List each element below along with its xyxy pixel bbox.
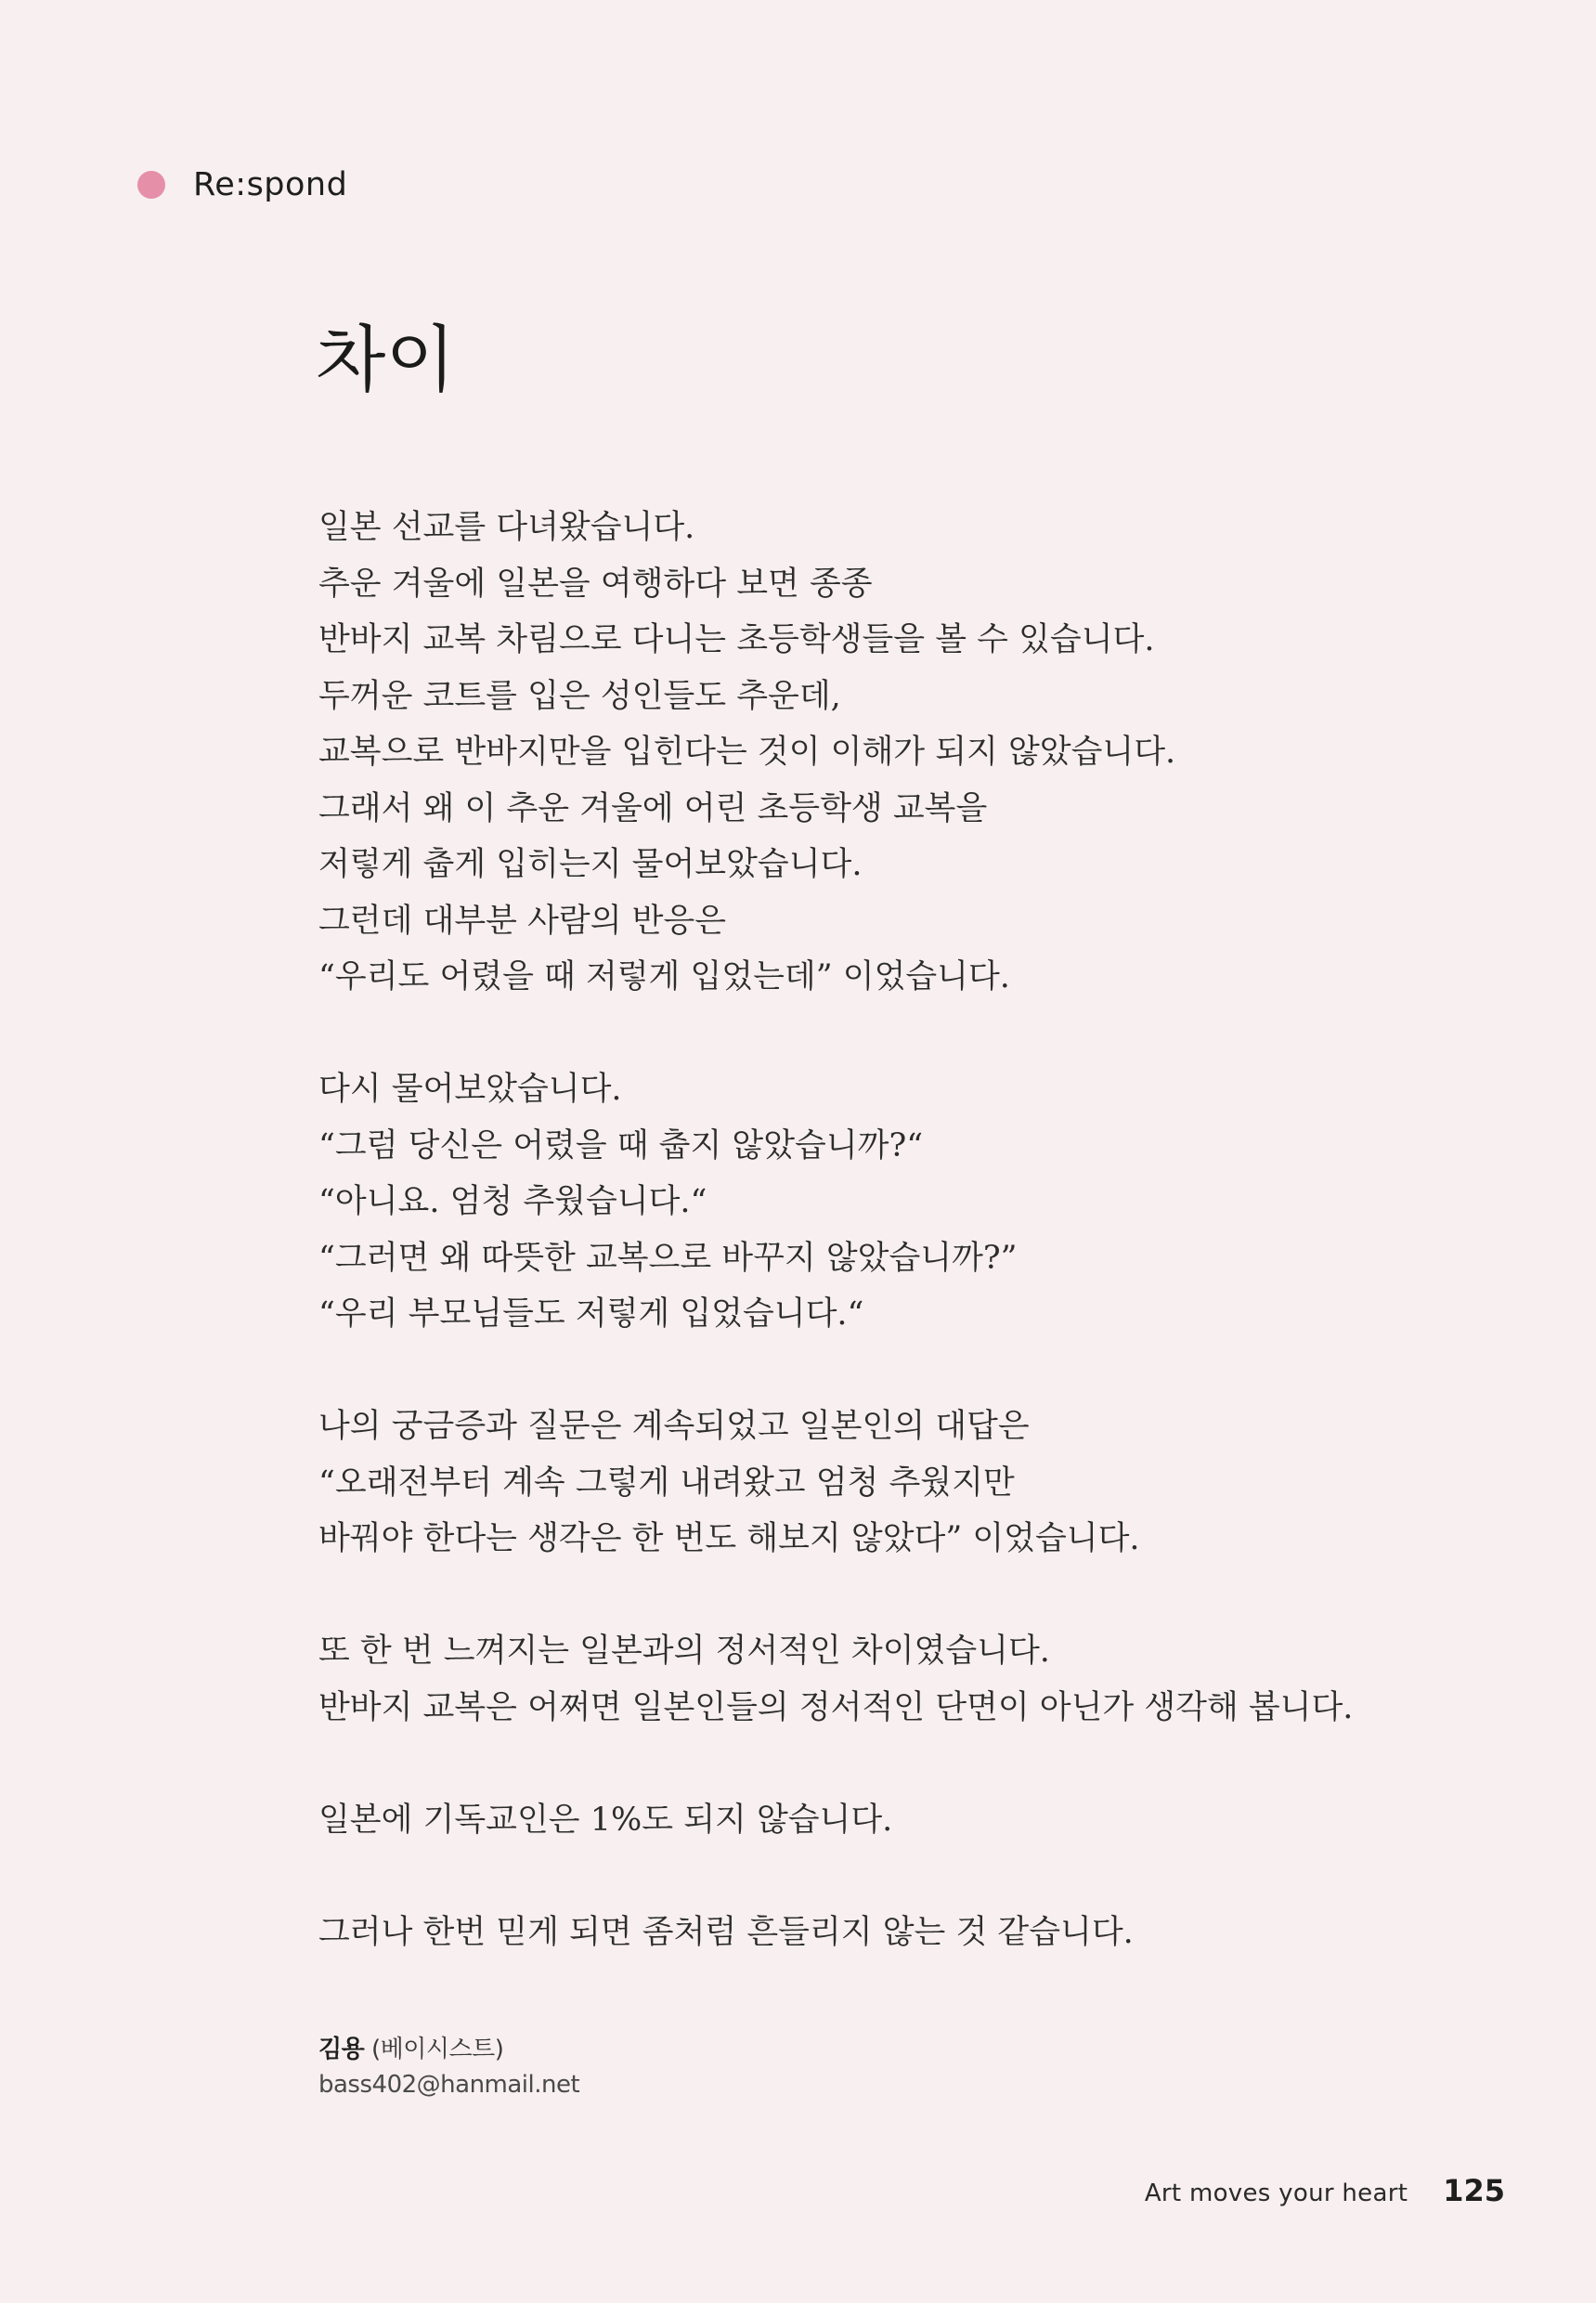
body-line: 그러나 한번 믿게 되면 좀처럼 흔들리지 않는 것 같습니다. — [318, 1913, 1134, 1951]
body-line: 일본에 기독교인은 1%도 되지 않습니다. — [318, 1801, 893, 1839]
author-email: bass402@hanmail.net — [318, 2071, 580, 2099]
author-name: 김용 — [318, 2036, 365, 2063]
body-line: “그러면 왜 따뜻한 교복으로 바꾸지 않았습니까?” — [318, 1239, 1018, 1277]
body-line: “오래전부터 계속 그렇게 내려왔고 엄청 추웠지만 — [318, 1464, 1015, 1502]
body-line: “우리 부모님들도 저렇게 입었습니다.“ — [318, 1295, 864, 1333]
body-line: 또 한 번 느껴지는 일본과의 정서적인 차이였습니다. — [318, 1633, 1050, 1670]
paragraph-break — [318, 1848, 1507, 1905]
page-footer — [1145, 2173, 1505, 2208]
body-line: “아니요. 엄청 추웠습니다.“ — [318, 1183, 707, 1220]
body-line: 교복으로 반바지만을 입힌다는 것이 이해가 되지 않았습니다. — [318, 734, 1176, 771]
paragraph-break — [318, 1343, 1507, 1399]
body-line: “그럼 당신은 어렸을 때 춥지 않았습니까?“ — [318, 1126, 924, 1165]
body-line: 추운 겨울에 일본을 여행하다 보면 종종 — [318, 565, 873, 603]
paragraph-break — [318, 1568, 1507, 1624]
body-line: 다시 물어보았습니다. — [318, 1071, 622, 1108]
footer-tagline: Art moves your heart — [1144, 2179, 1408, 2207]
body-line: 반바지 교복 차림으로 다니는 초등학생들을 볼 수 있습니다. — [318, 621, 1155, 658]
author-block — [318, 2032, 579, 2102]
body-line: 나의 궁금증과 질문은 계속되었고 일본인의 대답은 — [318, 1408, 1030, 1445]
author-line — [318, 2032, 579, 2067]
article-body — [318, 500, 1507, 1960]
paragraph-break — [318, 1006, 1507, 1062]
page-number: 125 — [1443, 2173, 1505, 2208]
body-line: “우리도 어렸을 때 저렇게 입었는데” 이었습니다. — [318, 958, 1010, 995]
author-role: (베이시스트) — [371, 2036, 504, 2063]
body-line: 반바지 교복은 어쩌면 일본인들의 정서적인 단면이 아닌가 생각해 봅니다. — [318, 1688, 1354, 1726]
body-line: 저렇게 춥게 입히는지 물어보았습니다. — [318, 846, 863, 883]
section-label: Re:spond — [193, 166, 348, 203]
body-line: 두꺼운 코트를 입은 성인들도 추운데, — [318, 677, 841, 715]
section-header — [137, 162, 347, 208]
body-line: 바꿔야 한다는 생각은 한 번도 해보지 않았다” 이었습니다. — [318, 1520, 1140, 1557]
article-title: 차이 — [316, 319, 456, 402]
section-dot-icon — [137, 171, 165, 199]
body-line: 그래서 왜 이 추운 겨울에 어린 초등학생 교복을 — [318, 789, 988, 827]
body-line: 그런데 대부분 사람의 반응은 — [318, 902, 727, 940]
paragraph-break — [318, 1736, 1507, 1792]
body-line: 일본 선교를 다녀왔습니다. — [318, 509, 695, 546]
